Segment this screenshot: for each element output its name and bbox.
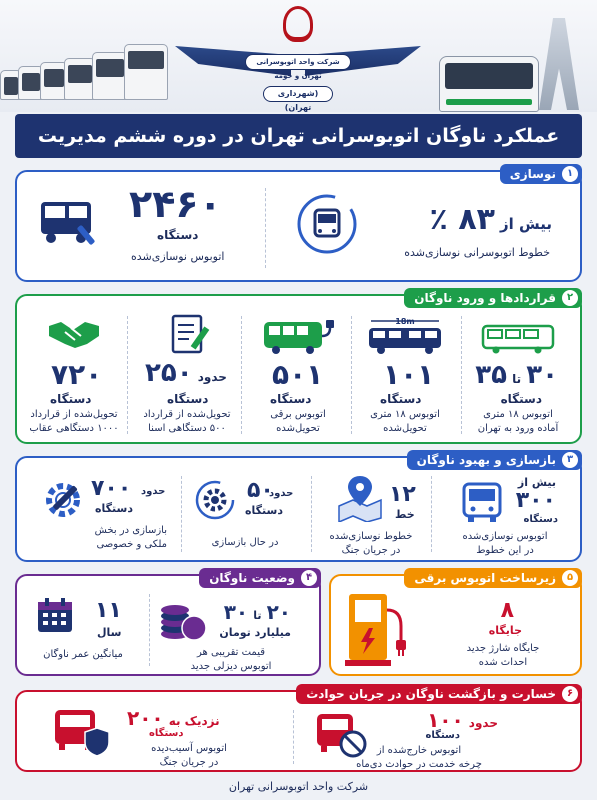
section-rebuild [15,453,582,562]
range-word: تا [512,372,522,386]
bus-repair-icon [37,198,99,248]
map-pin-icon [335,472,385,522]
item-label: اتوبوس ۱۸ متری آماده ورود به تهران [477,409,559,434]
prefix: حدود [269,488,294,499]
value-a: ۳۰ [526,360,558,390]
electric-bus-count: ۵۰۱ [272,358,324,391]
charging-station-icon [345,590,425,668]
unit: دستگاه [523,514,558,525]
item-label: بازسازی در بخش ملکی و خصوصی [94,525,167,550]
bus-shield-icon [51,706,111,758]
fleet-age-value: ۱۱ [95,598,122,623]
unit: دستگاه [425,730,460,741]
calendar-icon [35,596,75,636]
item-label: خطوط نوسازی‌شده در جریان جنگ [329,531,413,556]
renovated-label: اتوبوس نوسازی‌شده [131,250,225,263]
renovated-lines-count: ۱۲ [389,482,416,507]
handshake-icon [47,314,101,354]
electric-bus-icon [260,316,338,356]
logo-name: شرکت واحد اتوبوسرانی تهران و حومه [245,54,351,70]
asna-contract-count: ۲۵۰ [145,358,193,388]
unit: دستگاه [157,228,199,242]
section-tag: ۱ نوسازی [500,164,582,184]
percent-label: خطوط اتوبوسرانی نوسازی‌شده [404,246,550,259]
damaged-bus-count: ۲۰۰ [127,706,164,730]
value-a: ۲۰ [266,600,291,624]
prefix: بیش از [500,215,552,233]
bus-18m-icon [363,316,447,356]
bus-circle-icon [295,192,359,256]
renovated-line-bus-count: ۳۰۰ [515,488,556,513]
header [0,0,597,112]
emblem-icon [283,6,313,42]
delivered-18m-count: ۱۰۱ [383,358,435,391]
footer: شرکت واحد اتوبوسرانی تهران [228,780,369,793]
section-fleet-status [15,571,321,676]
range-word: تا [253,609,262,622]
item-label: تحویل‌شده از قرارداد ۵۰۰ دستگاهی اسنا [143,409,231,434]
section-tag: ۶ خسارت و بازگشت ناوگان در جریان حوادث [296,684,582,704]
company-logo [175,6,421,112]
item-label: اتوبوس نوسازی‌شده در این خطوط [462,531,548,556]
unit: دستگاه [380,392,422,406]
oghab-contract-count: ۷۲۰ [51,358,103,391]
gear-sync-icon [193,478,237,522]
page-title: عملکرد ناوگان اتوبوسرانی تهران در دوره ششم مدیریت [15,114,582,158]
item-label: اتوبوس آسیب‌دیده در جریان جنگ [151,743,227,768]
item-label: جایگاه شارژ جدید احداث شده [466,643,540,668]
unit: میلیارد تومان [219,626,291,639]
unit: دستگاه [500,392,542,406]
value-b: ۳۵ [475,360,508,390]
value-b: ۳۰ [223,600,249,624]
logo-sub: (شهرداری تهران) [263,86,333,102]
unit: خط [395,508,415,521]
unit: دستگاه [245,504,283,517]
unit: دستگاه [95,502,133,515]
section-tag: ۲ قراردادها و ورود ناوگان [404,288,582,308]
section-damage [15,687,582,772]
bus-front-icon [460,480,504,524]
section-renovation [15,167,582,282]
rebuilding-count: ۵۰ [247,478,274,503]
item-label: قیمت تقریبی هر اتوبوس دیزلی جدید [190,647,272,672]
azadi-tower-bus-image [427,10,597,110]
bus-fleet-image [0,34,175,100]
coins-icon [157,598,207,644]
section-tag: ۵ زیرساخت اتوبوس برقی [404,568,582,588]
section-charging-infrastructure [329,571,582,676]
percent-value: ۸۳ ٪ [429,202,495,237]
prefix: حدود [197,370,227,384]
item-label: اتوبوس برقی تحویل‌شده [270,409,326,434]
section-tag: ۴ وضعیت ناوگان [199,568,321,588]
item-label: میانگین عمر ناوگان [43,649,123,660]
section-contracts [15,291,582,444]
gear-wrench-icon [41,478,85,522]
item-label: اتوبوس خارج‌شده از چرخه خدمت در حوادث دی‌ماه [356,745,482,770]
item-label: اتوبوس ۱۸ متری تحویل‌شده [370,409,440,434]
unit: دستگاه [167,392,209,406]
bus-length-text: 18m [395,317,415,326]
unit: دستگاه [270,392,312,406]
prefix: بیش از [517,476,556,489]
unit: دستگاه [50,392,92,406]
bus-blocked-icon [313,710,369,760]
item-label: در حال بازسازی [211,537,279,548]
prefix: نزدیک به [168,714,220,728]
item-label: تحویل‌شده از قرارداد ۱۰۰۰ دستگاهی عقاب [29,409,119,434]
private-rebuild-count: ۷۰۰ [91,476,132,501]
charging-station-count: ۸ [500,598,514,623]
unit: دستگاه [149,728,184,739]
bus-18m-outline-icon [480,320,556,356]
section-tag: ۳ بازسازی و بهبود ناوگان [407,450,582,470]
prefix: حدود [468,716,498,730]
unit: سال [97,626,122,639]
decommissioned-count: ۱۰۰ [427,708,464,732]
renovated-count: ۲۴۶۰ [129,182,222,226]
prefix: حدود [141,486,166,497]
contract-document-icon [167,312,211,358]
unit: جایگاه [488,624,522,637]
